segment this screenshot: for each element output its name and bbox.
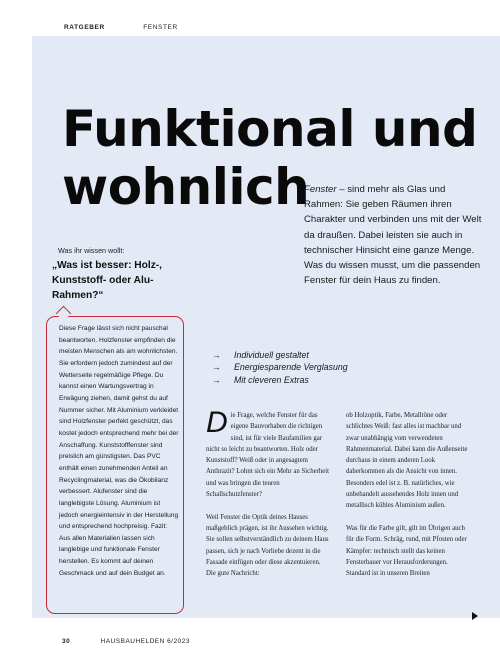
lead-paragraph bbox=[304, 182, 484, 288]
answer-text: Diese Frage lässt sich nicht pauschal beantworten. Holzfenster empfinden die meisten Menschen als am wohnlichsten. Sie erfordern jedoch zumindest auf der Wetterseite regelmäßige Pflege. Du kannst einen Wartungsvertrag in Erwägung ziehen, damit gehst du auf Nummer sicher. Mit Aluminium verkleidet sind Holzfenster perfekt geschützt, das kostet jedoch entsprechend mehr bei der Anschaffung. Kunststofffenster sind preislich am günstigsten. Das PVC enthält einen zunehmenden Anteil an Recyclingmaterial, was die Ökobilanz verbessert. Alufenster sind die langlebigste Lösung. Aluminium ist jedoch energieintensiv in der Herstellung und entsprechend hochpreisig. Fazit: Aus allen Materialien lassen sich langlebige und funktionale Fenster herstellen. Es kommt auf deinen Geschmack und auf dein Budget an. bbox=[59, 325, 179, 577]
body-column-2 bbox=[346, 410, 472, 579]
lead-emphasis: Fenster bbox=[304, 184, 337, 195]
feature-item bbox=[212, 374, 412, 386]
feature-item bbox=[212, 349, 412, 361]
body-column-1 bbox=[206, 406, 332, 579]
magazine-issue: HAUSBAUHELDEN 6/2023 bbox=[100, 638, 191, 645]
section-label: RATGEBER bbox=[64, 24, 105, 31]
feature-text: Energiesparende Verglasung bbox=[234, 362, 348, 373]
headline-line-1: Funktional und bbox=[62, 100, 478, 158]
lead-text: – sind mehr als Glas und Rahmen: Sie geben Räumen ihren Charakter und verbinden uns mit der Welt da draußen. Dabei leisten sie auch in technischer Hinsicht eine ganze Menge. Was du wissen musst, um die passenden Fenster für dein Haus zu finden. bbox=[304, 184, 482, 287]
arrow-right-icon: → bbox=[212, 374, 221, 385]
body-paragraph: Was für die Farbe gilt, gilt im Übrigen auch für die Form. Schräg, rund, mit Pfosten oder Kämpfer: technisch stellt das keinen Fensterbauer vor Herausforderungen. Standard ist in unseren Breiten bbox=[346, 524, 467, 578]
topic-label: FENSTER bbox=[143, 24, 178, 31]
arrow-right-icon: → bbox=[212, 362, 221, 373]
body-paragraph: ob Holzoptik, Farbe, Metalltöne oder schlichtes Weiß: fast alles ist machbar und zwar unabhängig vom verwendeten Rahmenmaterial. Dabei kann die Außenseite durchaus in einem anderen Look daherkommen als die Ansicht von innen. Besonders edel ist z. B. natürliches, wie unbehandelt aussehendes Holz innen und metallisch kühles Aluminium außen. bbox=[346, 412, 468, 510]
feature-item bbox=[212, 361, 412, 373]
headline-line-2: wohnlich bbox=[62, 158, 310, 216]
page-number: 30 bbox=[62, 638, 71, 645]
question-title: „Was ist besser: Holz-, Kunststoff- oder Alu-Rahmen?“ bbox=[52, 260, 163, 301]
arrow-right-icon: → bbox=[212, 350, 221, 360]
feature-text: Mit cleveren Extras bbox=[234, 374, 309, 385]
body-paragraph: ie Frage, welche Fenster für das eigene Bauvorhaben die richtigen sind, ist für viele Baufamilien gar nicht so leicht zu beantworten. Holz oder Kunststoff? Weiß oder in angesagtem Anthrazit? Lohnt sich ein Mehr an Sicherheit und was bringen die teuren Schallschutzfenster? bbox=[206, 412, 330, 499]
body-paragraph: Weil Fenster die Optik deines Hauses maßgeblich prägen, ist ihr Aussehen wichtig. Sie sollen selbstverständlich zu deinem Haus passen, sich je nach Vorliebe dezent in die Fassade einfügen oder diese akzentuieren. Die gute Nachricht: bbox=[206, 513, 329, 578]
drop-cap: D bbox=[206, 406, 228, 439]
running-header bbox=[64, 24, 178, 31]
page-footer bbox=[62, 638, 190, 645]
continue-arrow-icon bbox=[472, 612, 478, 620]
question-intro: Was ihr wissen wollt: bbox=[58, 246, 125, 255]
feature-text: Individuell gestaltet bbox=[234, 350, 309, 360]
feature-list bbox=[212, 349, 412, 386]
